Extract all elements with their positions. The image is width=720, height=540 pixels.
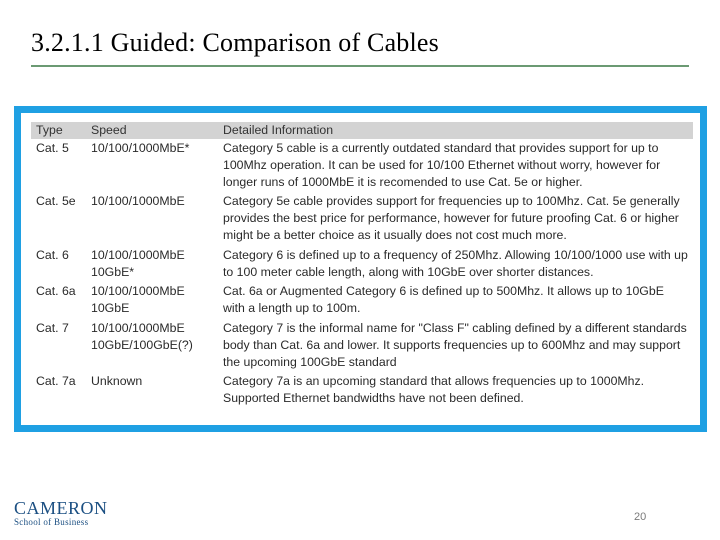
table-row bbox=[31, 372, 693, 409]
cell-speed: 10/100/1000MbE bbox=[91, 194, 185, 209]
header-detailed-information: Detailed Information bbox=[218, 122, 693, 139]
cell-type: Cat. 5e bbox=[36, 194, 76, 209]
cell-info: Category 5e cable provides support for frequencies up to 100Mhz. Cat. 5e generally provides the best price for performance, however for future proofing Cat. 6 or higher might be a better choice as it usually does not cost much more. bbox=[223, 194, 680, 242]
table-row bbox=[31, 139, 693, 192]
cell-speed: 10/100/1000MbE 10GbE/100GbE(?) bbox=[91, 320, 193, 352]
table-row bbox=[31, 282, 693, 319]
title-divider bbox=[31, 65, 689, 67]
cable-table-frame bbox=[14, 106, 707, 432]
logo-name: CAMERON bbox=[14, 498, 108, 518]
table-row bbox=[31, 319, 693, 372]
table-header-row bbox=[31, 122, 693, 139]
table-row bbox=[31, 246, 693, 283]
table-row bbox=[31, 192, 693, 245]
cell-type: Cat. 6a bbox=[36, 284, 76, 299]
cell-speed: 10/100/1000MbE 10GbE bbox=[91, 284, 185, 316]
cell-info: Category 7a is an upcoming standard that allows frequencies up to 1000Mhz. Supported Ethernet bandwidths have not been defined. bbox=[223, 374, 645, 406]
cable-comparison-table bbox=[31, 122, 693, 409]
cell-speed: Unknown bbox=[91, 374, 143, 389]
cell-speed: 10/100/1000MbE 10GbE* bbox=[91, 247, 185, 279]
cell-type: Cat. 6 bbox=[36, 247, 69, 262]
cable-table-panel bbox=[21, 113, 700, 425]
page-number: 20 bbox=[634, 511, 647, 523]
cell-speed: 10/100/1000MbE* bbox=[91, 141, 190, 155]
header-speed: Speed bbox=[86, 122, 218, 139]
cell-info: Cat. 6a or Augmented Category 6 is defined up to 500Mhz. It allows up to 10GbE with a length up to 100m. bbox=[223, 284, 664, 316]
slide-title: 3.2.1.1 Guided: Comparison of Cables bbox=[31, 28, 439, 57]
cell-type: Cat. 7 bbox=[36, 320, 69, 335]
cell-info: Category 7 is the informal name for "Class F" cabling defined by a different standards body than Cat. 6a and lower. It supports frequencies up to 600Mhz and may support the upcoming 100GbE standard bbox=[223, 320, 687, 369]
cell-type: Cat. 7a bbox=[36, 374, 76, 389]
cell-info: Category 6 is defined up to a frequency of 250Mhz. Allowing 10/100/1000 use with up to 100 meter cable length, along with 10GbE over shorter distances. bbox=[223, 247, 688, 279]
header-type: Type bbox=[31, 122, 86, 139]
cell-type: Cat. 5 bbox=[36, 141, 69, 155]
logo-subtitle: School of Business bbox=[14, 517, 89, 527]
cameron-logo bbox=[14, 499, 108, 528]
cell-info: Category 5 cable is a currently outdated standard that provides support for up to 100Mhz operation. It can be used for 10/100 Ethernet without worry, however for longer runs of 1000MbE it is recomended to use Cat. 5e or higher. bbox=[223, 141, 661, 189]
